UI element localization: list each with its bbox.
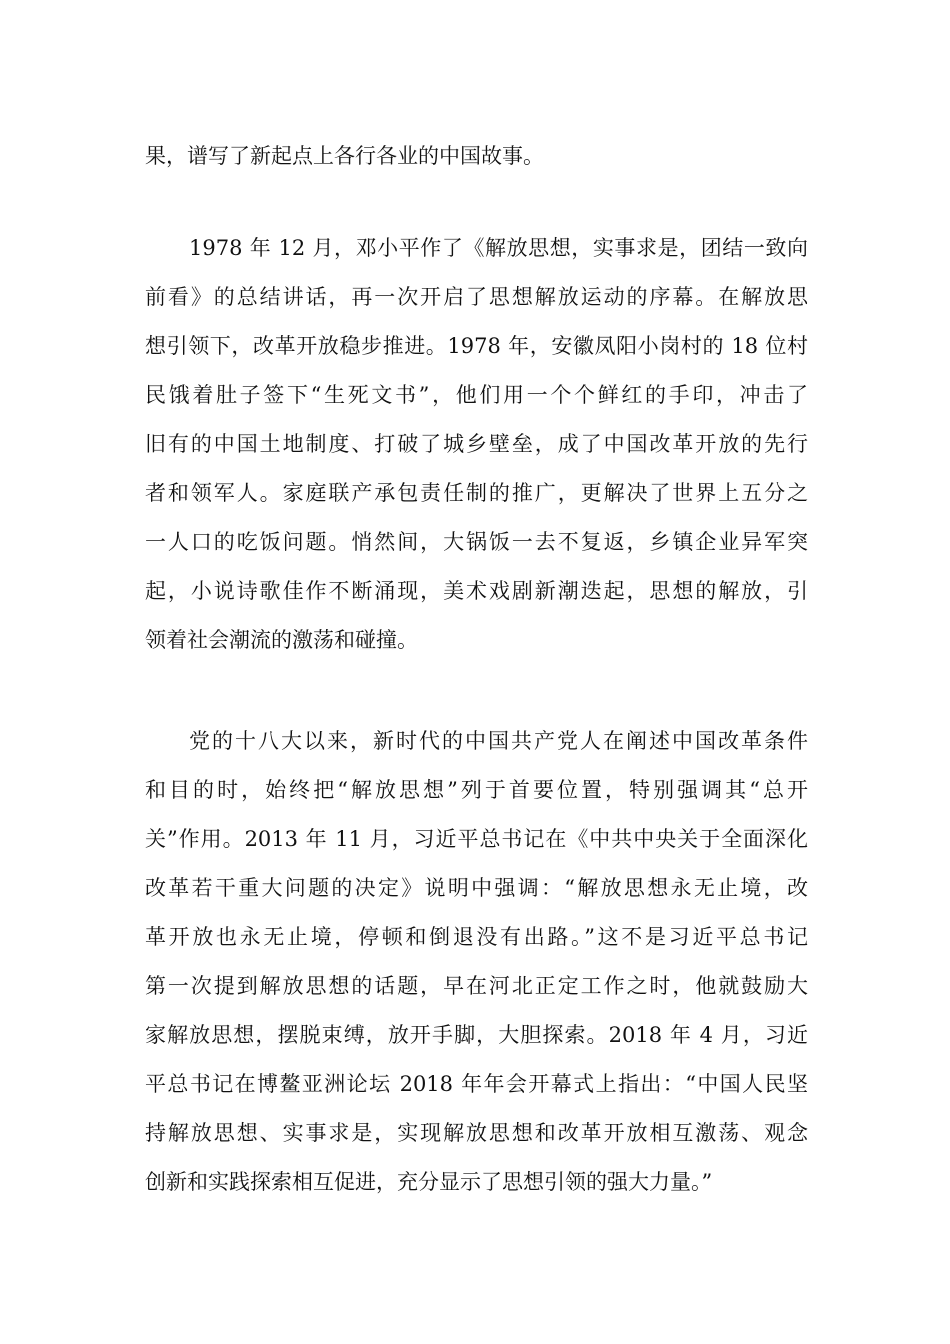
paragraph-line: 果，谱写了新起点上各行各业的中国故事。 bbox=[145, 144, 544, 168]
paragraph-line: 革开放也永无止境，停顿和倒退没有出路。”这不是习近平总书记 bbox=[145, 925, 808, 949]
paragraph-line: 创新和实践探索相互促进，充分显示了思想引领的强大力量。” bbox=[145, 1170, 713, 1194]
paragraph-line: 改革若干重大问题的决定》说明中强调：“解放思想永无止境，改 bbox=[145, 876, 808, 900]
paragraph-line: 前看》的总结讲话，再一次开启了思想解放运动的序幕。在解放思 bbox=[145, 285, 808, 309]
paragraph-line: 和目的时，始终把“解放思想”列于首要位置，特别强调其“总开 bbox=[145, 778, 808, 802]
paragraph-line: 平总书记在博鳌亚洲论坛 2018 年年会开幕式上指出：“中国人民坚 bbox=[145, 1072, 808, 1096]
paragraph-line: 一人口的吃饭问题。悄然间，大锅饭一去不复返，乡镇企业异军突 bbox=[145, 530, 808, 554]
paragraph-line: 民饿着肚子签下“生死文书”，他们用一个个鲜红的手印，冲击了 bbox=[145, 383, 808, 407]
paragraph-line: 1978 年 12 月，邓小平作了《解放思想，实事求是，团结一致向 bbox=[189, 236, 808, 260]
paragraph-line: 领着社会潮流的激荡和碰撞。 bbox=[145, 628, 418, 652]
paragraph-line: 者和领军人。家庭联产承包责任制的推广，更解决了世界上五分之 bbox=[145, 481, 808, 505]
paragraph-2 bbox=[145, 224, 808, 665]
paragraph-line: 想引领下，改革开放稳步推进。1978 年，安徽凤阳小岗村的 18 位村 bbox=[145, 334, 808, 358]
paragraph-line: 持解放思想、实事求是，实现解放思想和改革开放相互激荡、观念 bbox=[145, 1121, 808, 1145]
paragraph-line: 第一次提到解放思想的话题，早在河北正定工作之时，他就鼓励大 bbox=[145, 974, 808, 998]
paragraph-line: 关”作用。2013 年 11 月，习近平总书记在《中共中央关于全面深化 bbox=[145, 827, 808, 851]
paragraph-line: 党的十八大以来，新时代的中国共产党人在阐述中国改革条件 bbox=[189, 729, 808, 753]
paragraph-3 bbox=[145, 717, 808, 1207]
paragraph-line: 旧有的中国土地制度、打破了城乡壁垒，成了中国改革开放的先行 bbox=[145, 432, 808, 456]
paragraph-line: 起，小说诗歌佳作不断涌现，美术戏剧新潮迭起，思想的解放，引 bbox=[145, 579, 808, 603]
paragraph-line: 家解放思想，摆脱束缚，放开手脚，大胆探索。2018 年 4 月，习近 bbox=[145, 1023, 808, 1047]
paragraph-1 bbox=[145, 132, 808, 181]
